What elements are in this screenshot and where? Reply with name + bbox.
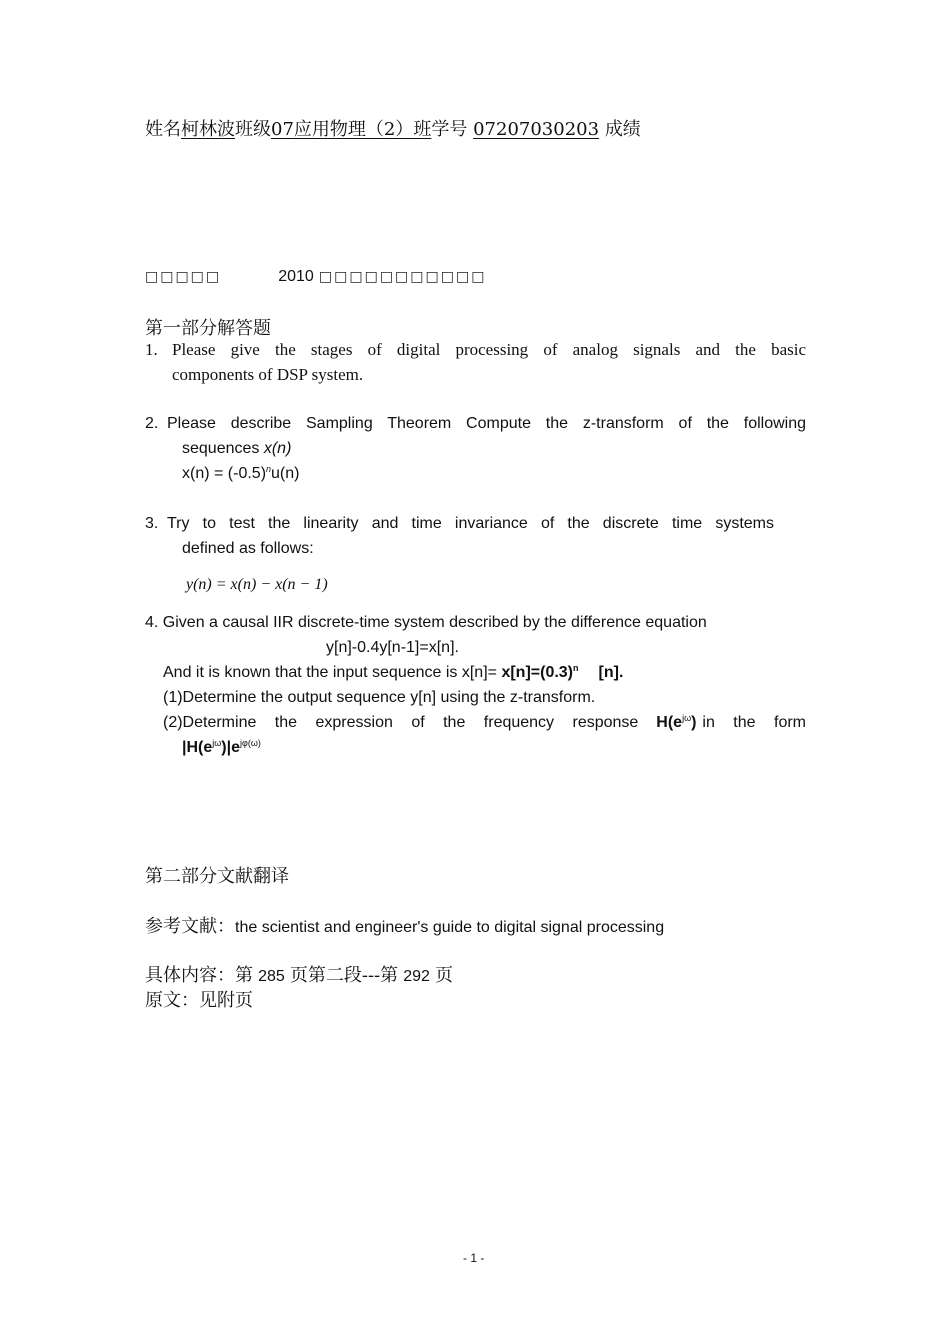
id-value: 07207030203 — [473, 119, 600, 140]
q1-number: 1. — [145, 340, 158, 359]
q4-form-a-exp: jω — [212, 738, 222, 748]
q4-input-line — [163, 664, 623, 682]
part1-heading: 第一部分解答题 — [145, 318, 271, 339]
q2-line1: Please describe Sampling Theorem Compute the z-transform of the following — [167, 415, 806, 432]
q3-line2: defined as follows: — [182, 540, 314, 557]
q1-line1: Please give the stages of digital processing of analog signals and the basic — [172, 340, 806, 359]
title-suffix: □□□□□□□□□□□ — [318, 269, 487, 285]
class-label: 班级 — [235, 119, 271, 140]
class-value: 07应用物理（2）班 — [271, 119, 432, 140]
reference-label: 参考文献： — [145, 916, 235, 937]
q4-form-b-exp: jφ(ω) — [240, 738, 261, 748]
q4-sub2-form — [182, 739, 261, 757]
q4-sub2-H-exp: jω — [682, 713, 692, 723]
q4-input-bold: x[n]=(0.3) — [501, 664, 574, 681]
page-number: - 1 - — [463, 1251, 485, 1265]
q4-sub2-line1: (2)Determine the expression of the frequency response $H(e^{j\omega})$ in the form — [163, 713, 806, 731]
q4-input-text: And it is known that the input sequence is x[n]= — [163, 664, 502, 681]
score-label: 成绩 — [604, 119, 641, 140]
content-page-start: 285 — [258, 968, 285, 985]
q4-sub1: (1)Determine the output sequence y[n] using the z-transform. — [163, 689, 596, 706]
q2-eq-exp: n — [266, 464, 272, 474]
q2-eq-rhs: u(n) — [271, 465, 300, 482]
reference-value: the scientist and engineer's guide to digital signal processing — [235, 919, 665, 936]
content-end: 页 — [435, 965, 454, 986]
q3-line1: Try to test the linearity and time invariance of the discrete time systems — [167, 515, 774, 532]
content-range-line — [145, 961, 453, 987]
q2-number: 2. — [145, 415, 159, 432]
q4-equation: y[n]-0.4y[n-1]=x[n]. — [326, 639, 459, 656]
reference-line — [145, 912, 664, 938]
q4-input-exp: n — [573, 663, 579, 673]
student-info-line — [145, 115, 641, 141]
content-mid: 页第二段---第 — [289, 965, 399, 986]
name-label: 姓名 — [145, 119, 181, 140]
content-label: 具体内容：第 — [145, 965, 253, 986]
q4-line1: 4. Given a causal IIR discrete-time system described by the difference equation — [145, 614, 707, 631]
q4-form-b: )|e — [221, 739, 240, 756]
q4-sub2-H: H(e — [656, 714, 683, 731]
q1-line2: components of DSP system. — [172, 365, 364, 384]
q2-line2 — [182, 440, 291, 458]
q4-form-a: |H(e — [182, 739, 213, 756]
title-prefix: □□□□□ — [145, 269, 222, 285]
q3-number: 3. — [145, 515, 159, 532]
part2-heading: 第二部分文献翻译 — [145, 866, 289, 887]
q2-line2-text: sequences — [182, 440, 264, 457]
name-value: 柯林波 — [181, 119, 235, 140]
exam-title-line — [145, 266, 486, 286]
id-label: 学号 — [431, 119, 468, 140]
q4-sub2-tail: in the form — [702, 714, 806, 731]
original-text-line: 原文：见附页 — [145, 990, 253, 1011]
title-year: 2010 — [278, 268, 314, 285]
content-page-end: 292 — [403, 968, 430, 985]
q4-input-tail: [n]. — [598, 664, 624, 681]
q2-var: x(n) — [263, 440, 292, 457]
q4-sub2-text: (2)Determine the expression of the frequency response — [163, 714, 639, 731]
q2-eq-lhs: x(n) = (-0.5) — [182, 465, 267, 482]
q2-equation — [182, 465, 299, 483]
q3-equation: y(n) = x(n) − x(n − 1) — [186, 576, 328, 593]
